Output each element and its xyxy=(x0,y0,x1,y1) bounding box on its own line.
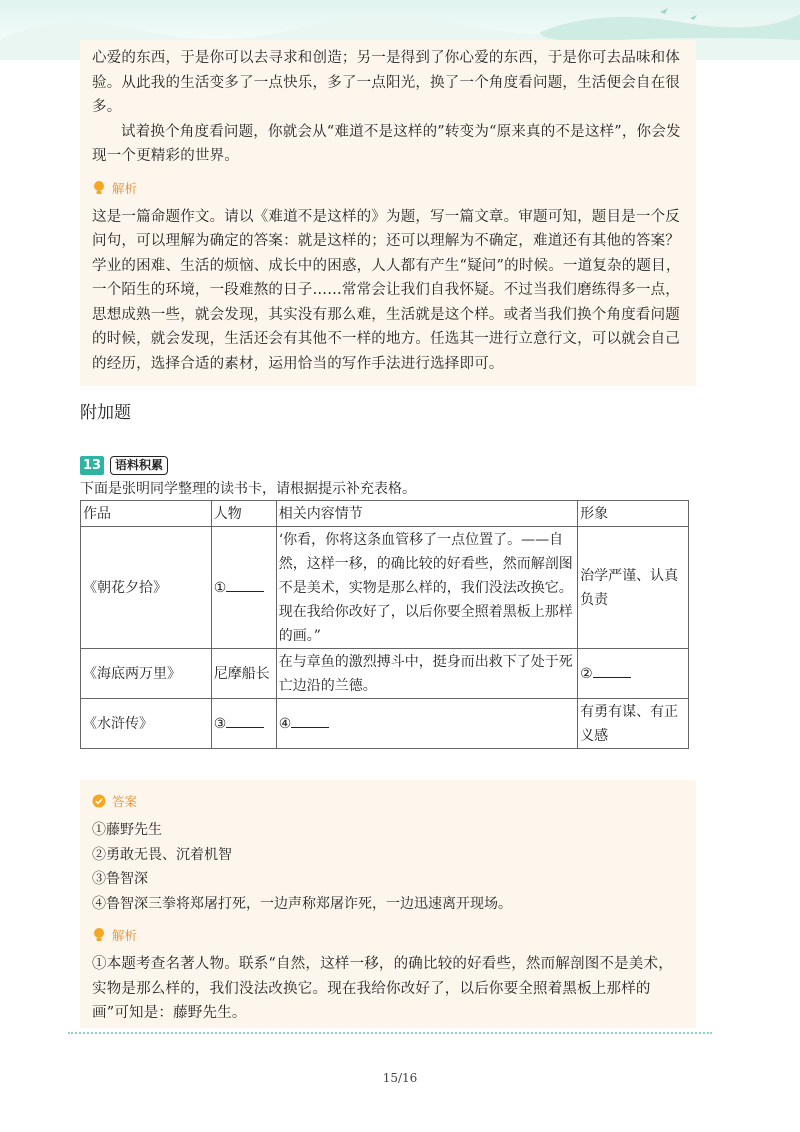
table-row xyxy=(81,699,689,749)
dotted-divider xyxy=(68,1032,712,1034)
image-cell: 有勇有谋、有正义感 xyxy=(578,699,689,749)
plot-cell: ‘你看，你将这条血管移了一点位置了。——自然，这样一移，的确比较的好看些，然而解剖图不是美术，实物是那么样的，我们没法改换它。现在我给你改好了，以后你要全照着黑板上那样的画。” xyxy=(276,527,577,649)
analysis-tag xyxy=(92,177,684,199)
question-text: 下面是张明同学整理的读书卡，请根据提示补充表格。 xyxy=(80,481,416,497)
answer-tag xyxy=(92,790,684,812)
answer-blank[interactable] xyxy=(226,576,264,592)
answer-label: 答案 xyxy=(112,794,138,809)
work-cell: 《朝花夕拾》 xyxy=(81,527,212,649)
table-header-row xyxy=(81,501,689,527)
image-cell: 治学严谨、认真负责 xyxy=(578,527,689,649)
plot-cell xyxy=(276,699,577,749)
answer-line: ④鲁智深三拳将郑屠打死，一边声称郑屠诈死，一边迅速离开现场。 xyxy=(92,895,512,912)
analysis-tag xyxy=(92,924,684,946)
analysis-text: ①本题考查名著人物。联系“自然，这样一移，的确比较的好看些，然而解剖图不是美术，实物是那么样的，我们没法改换它。现在我给你改好了，以后你要全照着黑板上那样的画”可知是：藤野先生。 xyxy=(92,956,673,1021)
character-cell: 尼摩船长 xyxy=(211,649,276,699)
essay-analysis-box xyxy=(80,40,696,386)
question-type-badge: 语料积累 xyxy=(110,456,168,475)
table-row xyxy=(81,527,689,649)
header-cell: 作品 xyxy=(81,501,212,527)
blank-marker: ④ xyxy=(278,715,292,732)
question-number: 13 xyxy=(80,456,104,475)
blank-marker: ③ xyxy=(213,715,227,732)
answer-blank[interactable] xyxy=(226,712,264,728)
question-header xyxy=(80,456,168,475)
section-title: 附加题 xyxy=(80,403,131,423)
image-cell xyxy=(578,649,689,699)
header-cell: 人物 xyxy=(211,501,276,527)
analysis-label: 解析 xyxy=(112,928,138,943)
character-cell xyxy=(211,527,276,649)
work-cell: 《水浒传》 xyxy=(81,699,212,749)
lightbulb-icon xyxy=(92,180,106,196)
answer-line: ②勇敢无畏、沉着机智 xyxy=(92,846,232,863)
answer-line: ①藤野先生 xyxy=(92,822,162,838)
answer-blank[interactable] xyxy=(593,662,631,678)
essay-paragraph: 试着换个角度看问题，你就会从“难道不是这样的”转变为“原来真的不是这样”，你会发现一个更精彩的世界。 xyxy=(92,123,681,164)
reading-card-table xyxy=(80,500,689,749)
essay-paragraph: 心爱的东西，于是你可以去寻求和创造；另一是得到了你心爱的东西，于是你可去品味和体验。从此我的生活变多了一点快乐，多了一点阳光，换了一个角度看问题，生活便会自在很多。 xyxy=(92,50,680,115)
page-number: 15/16 xyxy=(382,1071,418,1085)
answer-blank[interactable] xyxy=(291,712,329,728)
lightbulb-icon xyxy=(92,927,106,943)
answer-box xyxy=(80,780,696,1028)
header-cell: 形象 xyxy=(578,501,689,527)
table-row xyxy=(81,649,689,699)
analysis-text: 这是一篇命题作文。请以《难道不是这样的》为题，写一篇文章。审题可知，题目是一个反问句，可以理解为确定的答案：就是这样的；还可以理解为不确定，难道还有其他的答案？学业的困难、生活的烦恼、成长中的困惑，人人都有产生“疑问”的时候。一道复杂的题目，一个陌生的环境，一段难熬的日子……常常会让我们自我怀疑。不过当我们磨练得多一点，思想成熟一些，就会发现，其实没有那么难，生活就是这个样。或者当我们换个角度看问题的时候，就会发现，生活还会有其他不一样的地方。任选其一进行立意行文，可以就会自己的经历，选择合适的素材，运用恰当的写作手法进行选择即可。 xyxy=(92,208,681,372)
blank-marker: ② xyxy=(580,665,593,682)
work-cell: 《海底两万里》 xyxy=(81,649,212,699)
check-circle-icon xyxy=(92,794,106,808)
plot-cell: 在与章鱼的激烈搏斗中，挺身而出救下了处于死亡边沿的兰德。 xyxy=(276,649,577,699)
answer-line: ③鲁智深 xyxy=(92,871,148,887)
header-cell: 相关内容情节 xyxy=(276,501,577,527)
blank-marker: ① xyxy=(213,579,227,596)
analysis-label: 解析 xyxy=(112,180,138,196)
character-cell xyxy=(211,699,276,749)
